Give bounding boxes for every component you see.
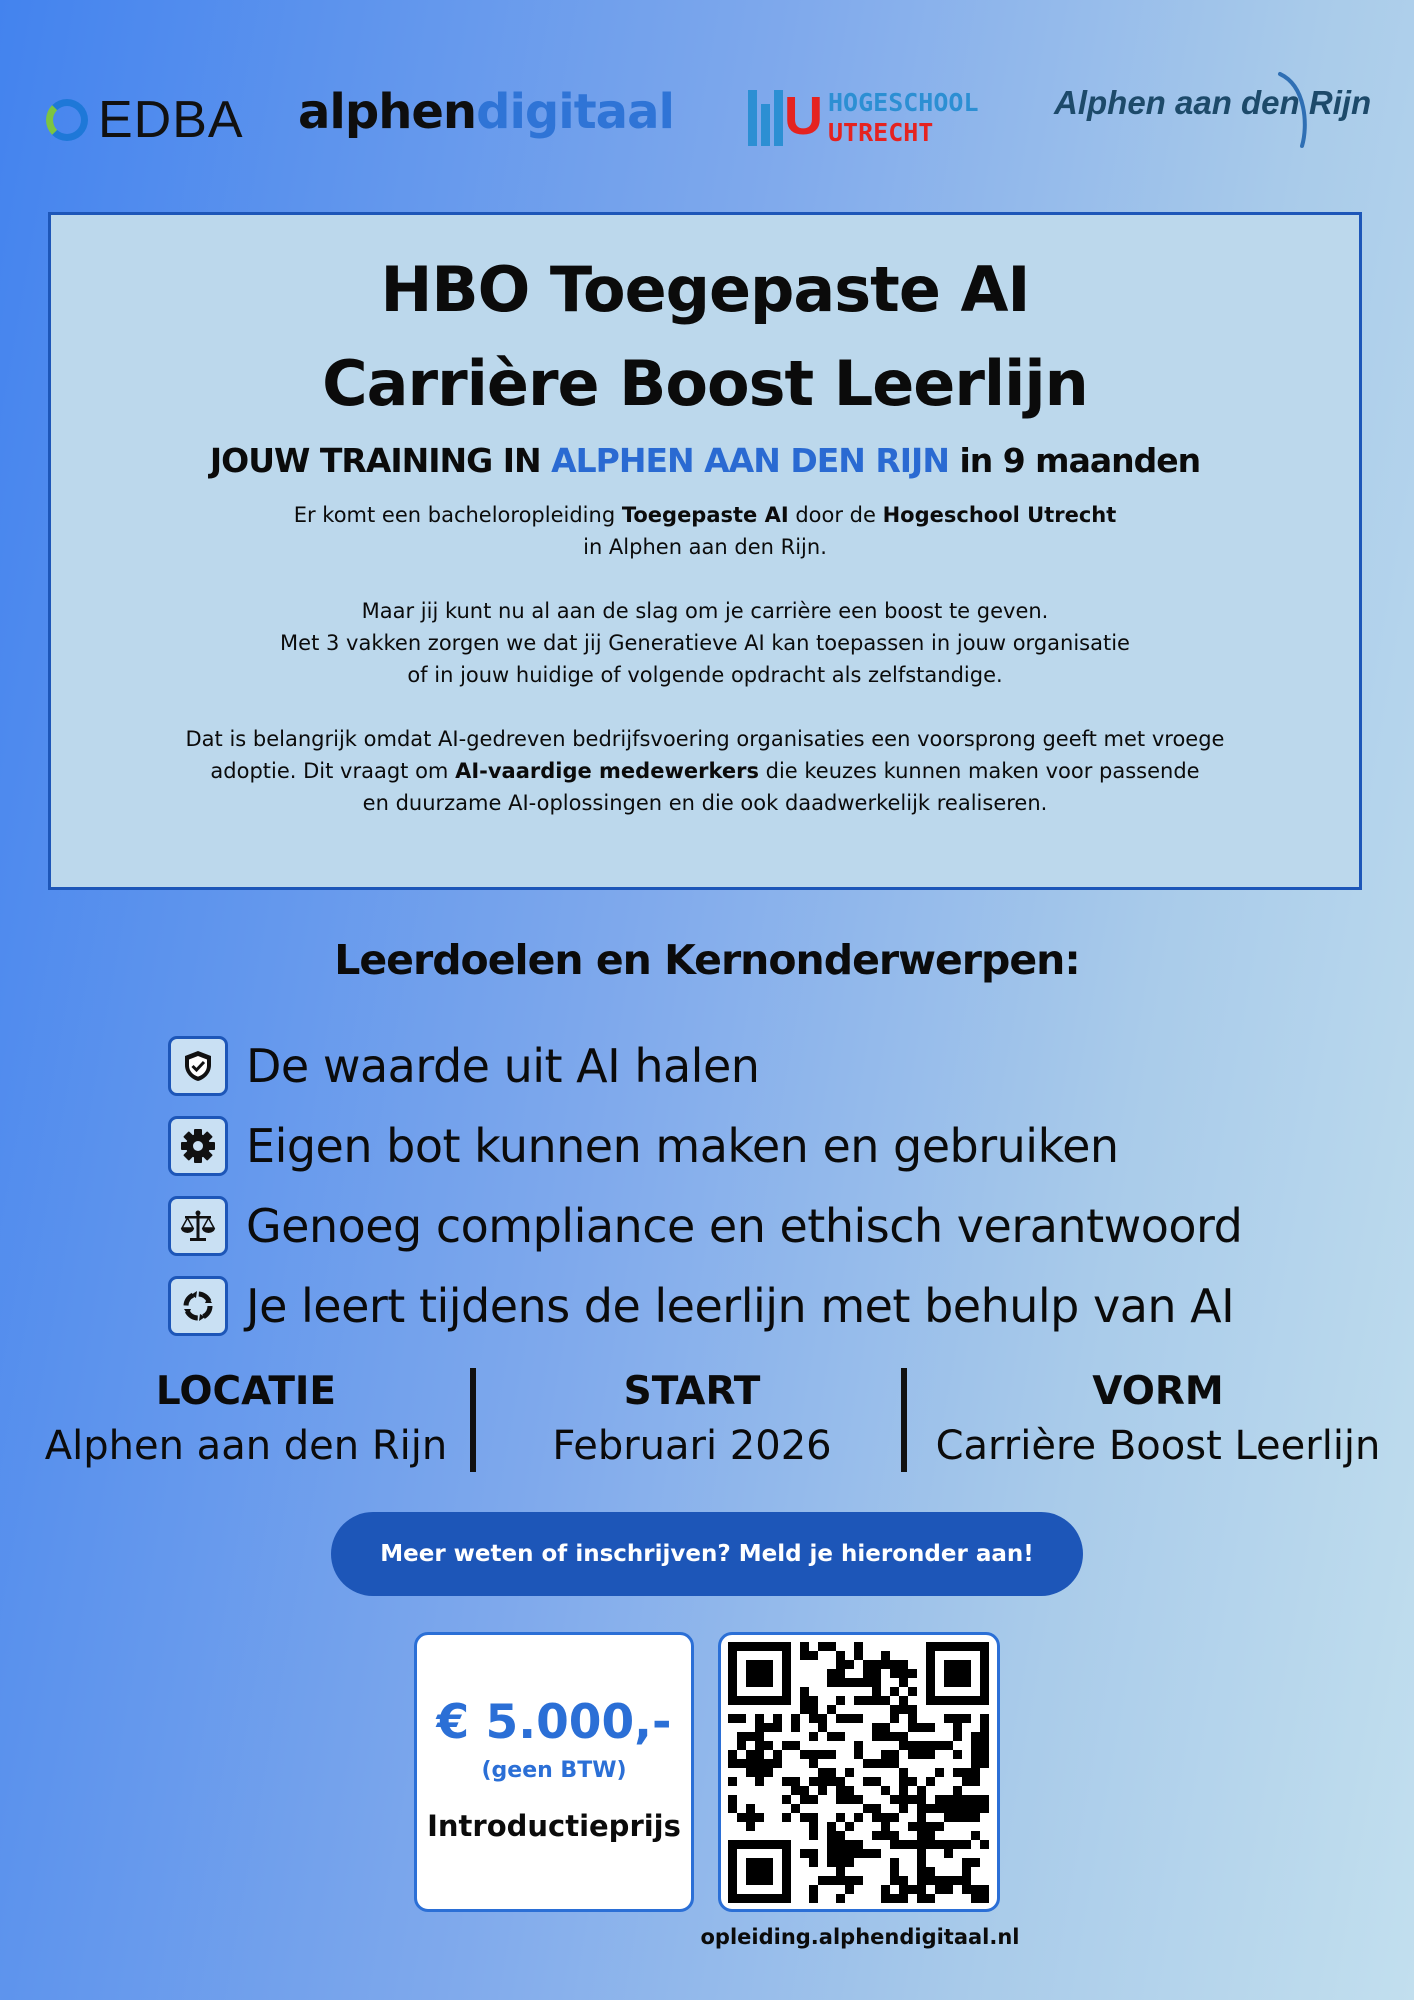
p3-l3: en duurzame AI-oplossingen en die ook daadwerkelijk realiseren. (362, 791, 1048, 815)
hu-mark-letter: U (784, 86, 823, 146)
shield-check-icon (168, 1036, 228, 1096)
divider (470, 1368, 476, 1472)
intro-paragraph-1 (51, 499, 1359, 563)
page-title (51, 243, 1359, 431)
price-note: (geen BTW) (481, 1758, 627, 1783)
goal-label: De waarde uit AI halen (246, 1039, 760, 1093)
p3-l1: Dat is belangrijk omdat AI-gedreven bedrijfsvoering organisaties een voorsprong geeft met vroege (185, 727, 1225, 751)
subtitle (51, 439, 1359, 483)
p1-c: door de (788, 503, 883, 527)
info-row (0, 1366, 1414, 1476)
title-line2: Carrière Boost Leerlijn (322, 347, 1088, 420)
signup-url[interactable]: opleiding.alphendigitaal.nl (700, 1925, 1020, 1949)
signup-cta-button[interactable]: Meer weten of inschrijven? Meld je hieronder aan! (331, 1512, 1083, 1596)
p1-d: Hogeschool Utrecht (882, 503, 1117, 527)
p1-a: Er komt een bacheloropleiding (293, 503, 622, 527)
alphendigitaal-logo-part1: alphen (298, 84, 477, 140)
goals-list (168, 1026, 1242, 1346)
info-form-label: VORM (1092, 1369, 1224, 1414)
info-form (922, 1366, 1394, 1474)
goal-label: Je leert tijdens de leerlijn met behulp van AI (246, 1279, 1235, 1333)
p3-l2a: adoptie. Dit vraagt om (210, 759, 456, 783)
price-amount: € 5.000,- (436, 1695, 672, 1750)
hogeschool-utrecht-logo (748, 88, 979, 148)
list-item (168, 1186, 1242, 1266)
alphen-aan-den-rijn-logo: Alphen aan den Rijn (1054, 84, 1372, 121)
hu-line1: HOGESCHOOL (828, 88, 979, 117)
list-item (168, 1106, 1242, 1186)
info-location-value: Alphen aan den Rijn (44, 1423, 448, 1469)
refresh-cycle-icon (168, 1276, 228, 1336)
info-location-label: LOCATIE (155, 1369, 337, 1414)
info-location (36, 1366, 456, 1474)
p2-l1: Maar jij kunt nu al aan de slag om je carrière een boost te geven. (361, 599, 1049, 623)
title-line1: HBO Toegepaste AI (380, 253, 1030, 326)
p3-l2c: die keuzes kunnen maken voor passende (758, 759, 1200, 783)
info-start-label: START (623, 1369, 761, 1414)
logo-bar (0, 0, 1414, 200)
subtitle-pre: JOUW TRAINING IN (209, 441, 552, 480)
subtitle-highlight: ALPHEN AAN DEN RIJN (551, 441, 949, 480)
list-item (168, 1026, 1242, 1106)
info-form-value: Carrière Boost Leerlijn (935, 1423, 1381, 1469)
edba-ring-icon (46, 99, 88, 141)
p1-b: Toegepaste AI (621, 503, 789, 527)
goal-label: Genoeg compliance en ethisch verantwoord (246, 1199, 1243, 1253)
hu-line2: UTRECHT (828, 118, 934, 147)
divider (901, 1368, 907, 1472)
edba-logo (46, 90, 244, 150)
qr-code-image[interactable] (721, 1635, 997, 1909)
list-item (168, 1266, 1242, 1346)
info-start-value: Februari 2026 (552, 1423, 832, 1469)
scales-icon (168, 1196, 228, 1256)
edba-logo-text: EDBA (98, 91, 244, 149)
price-label: Introductieprijs (427, 1809, 681, 1843)
p3-l2b: AI-vaardige medewerkers (455, 759, 759, 783)
p1-e: in Alphen aan den Rijn. (583, 535, 827, 559)
qr-code[interactable] (718, 1632, 1000, 1912)
gear-icon (168, 1116, 228, 1176)
goals-title: Leerdoelen en Kernonderwerpen: (334, 936, 1080, 984)
hu-mark-icon (748, 86, 823, 146)
alphendigitaal-logo-part2: digitaal (476, 84, 674, 140)
goal-label: Eigen bot kunnen maken en gebruiken (246, 1119, 1119, 1173)
p2-l2: Met 3 vakken zorgen we dat jij Generatieve AI kan toepassen in jouw organisatie (280, 631, 1130, 655)
intro-paragraph-2 (51, 595, 1359, 691)
intro-box (48, 212, 1362, 890)
price-card (414, 1632, 694, 1912)
subtitle-post: in 9 maanden (948, 441, 1201, 480)
alphendigitaal-logo (298, 84, 674, 140)
alphen-swoosh-icon (1272, 70, 1322, 150)
p2-l3: of in jouw huidige of volgende opdracht als zelfstandige. (407, 663, 1003, 687)
info-start (490, 1366, 894, 1474)
intro-paragraph-3 (51, 723, 1359, 819)
